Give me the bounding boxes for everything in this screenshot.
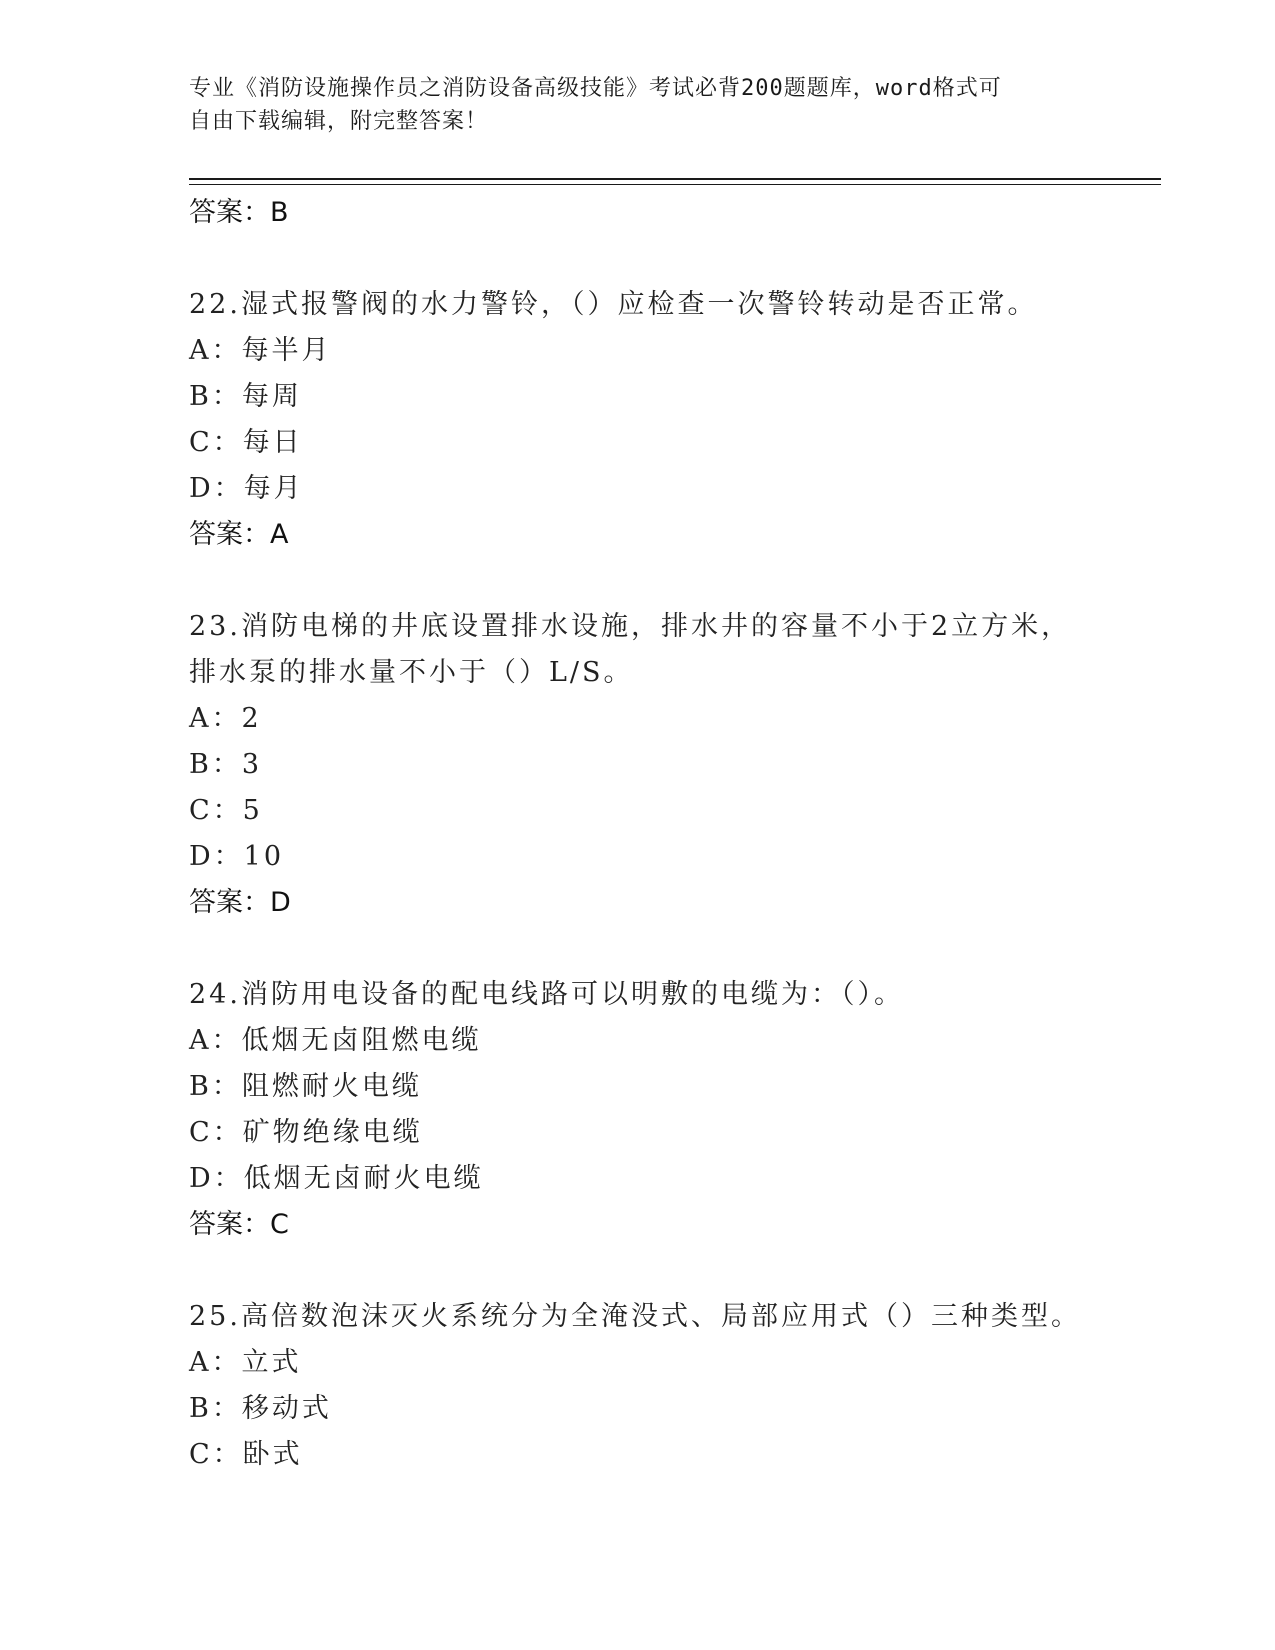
header-line-2: 自由下载编辑，附完整答案！ (189, 109, 489, 134)
question-answer: 答案：A (189, 519, 289, 550)
option-c: C：5 (189, 795, 263, 826)
question-answer: 答案：C (189, 1209, 289, 1240)
option-c: C：每日 (189, 427, 303, 458)
option-b: B：阻燃耐火电缆 (189, 1071, 422, 1102)
spacer (189, 1248, 1089, 1294)
spacer (189, 926, 1089, 972)
document-header (189, 72, 1069, 138)
option-c: C：卧式 (189, 1439, 303, 1470)
question-list (189, 190, 1089, 1478)
question-stem: 22.湿式报警阀的水力警铃，（）应检查一次警铃转动是否正常。 (189, 289, 1038, 320)
question-block (189, 604, 1089, 926)
option-d: D：每月 (189, 473, 304, 504)
option-b: B：3 (189, 749, 263, 780)
question-stem: 25.高倍数泡沫灭火系统分为全淹没式、局部应用式（）三种类型。 (189, 1301, 1081, 1332)
option-a: A：2 (189, 703, 262, 734)
option-d: D：低烟无卤耐火电缆 (189, 1163, 484, 1194)
question-stem: 24.消防用电设备的配电线路可以明敷的电缆为：（）。 (189, 979, 904, 1010)
option-d: D：10 (189, 841, 285, 872)
option-a: A：立式 (189, 1347, 302, 1378)
question-stem: 23.消防电梯的井底设置排水设施，排水井的容量不小于2立方米，排水泵的排水量不小于（）L/S。 (189, 611, 1072, 688)
spacer (189, 236, 1089, 282)
question-block (189, 1294, 1089, 1478)
question-block (189, 972, 1089, 1248)
option-a: A：低烟无卤阻燃电缆 (189, 1025, 482, 1056)
option-b: B：移动式 (189, 1393, 332, 1424)
previous-answer: 答案：B (189, 197, 289, 228)
option-b: B：每周 (189, 381, 302, 412)
header-rule-thick (189, 178, 1161, 180)
header-rule-thin (189, 184, 1161, 185)
question-answer: 答案：D (189, 887, 291, 918)
spacer (189, 558, 1089, 604)
option-c: C：矿物绝缘电缆 (189, 1117, 423, 1148)
option-a: A：每半月 (189, 335, 332, 366)
header-line-1: 专业《消防设施操作员之消防设备高级技能》考试必背200题题库，word格式可 (189, 76, 1002, 101)
question-block (189, 282, 1089, 558)
